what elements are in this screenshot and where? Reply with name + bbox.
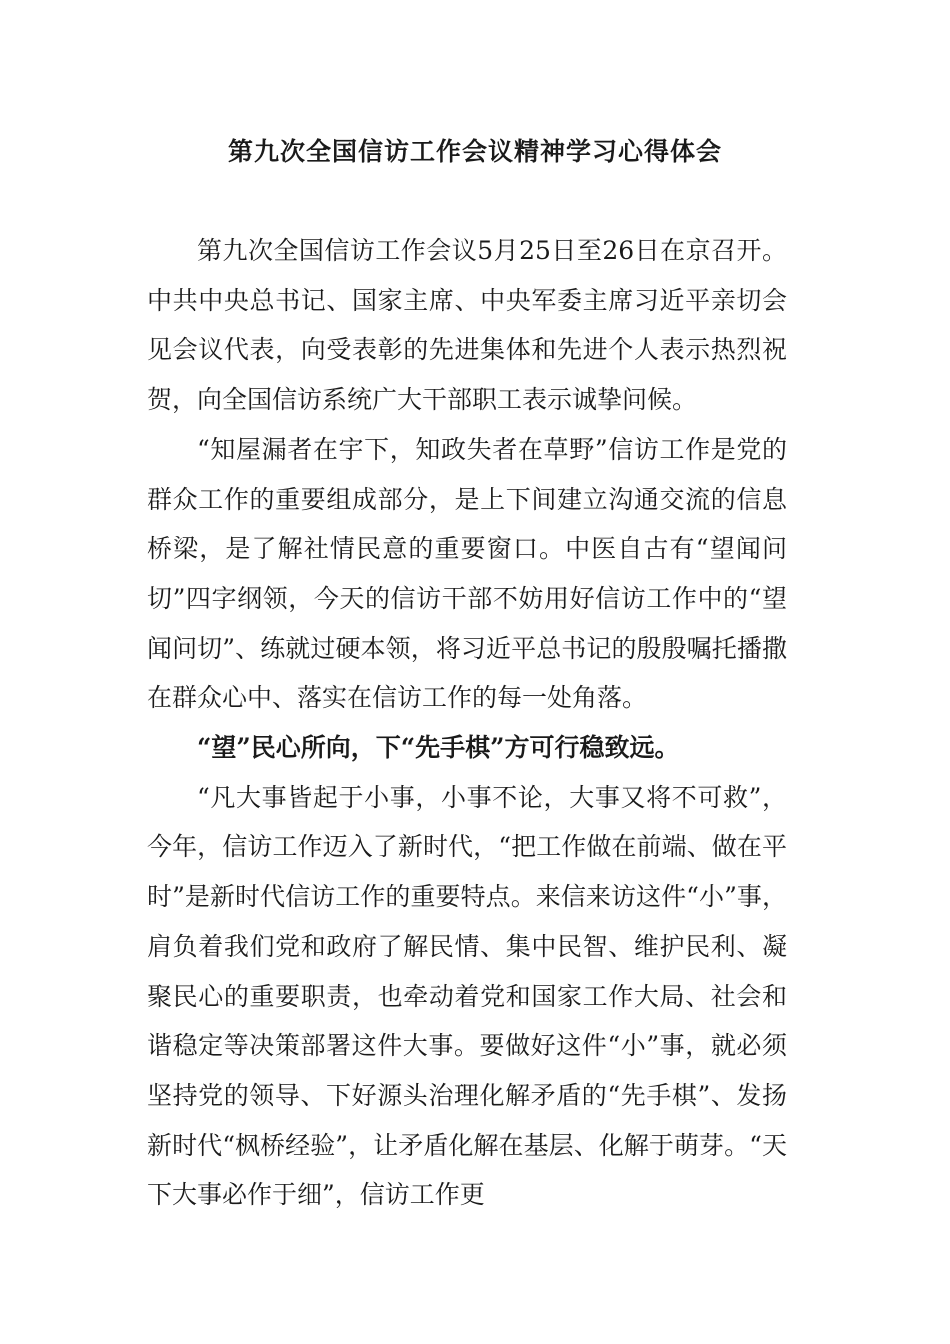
- document-title: 第九次全国信访工作会议精神学习心得体会: [227, 137, 722, 166]
- paragraph-meeting-intro: 第九次全国信访工作会议5月25日至26日在京召开。中共中央总书记、国家主席、中央军委主席习近平亲切会见会议代表，向受表彰的先进集体和先进个人表示热烈祝贺，向全国信访系统广大干部职工表示诚挚问候。: [147, 236, 787, 415]
- section-heading-wang: “望”民心所向，下“先手棋”方可行稳致远。: [197, 733, 680, 763]
- paragraph-small-matters: “凡大事皆起于小事，小事不论，大事又将不可救”，今年，信访工作迈入了新时代，“把工作做在前端、做在平时”是新时代信访工作的重要特点。来信来访这件“小”事，肩负着我们党和政府了解民情、集中民智、维护民利、凝聚民心的重要职责，也牵动着党和国家工作大局、社会和谐稳定等决策部署这件大事。要做好这件“小”事，就必须坚持党的领导、下好源头治理化解矛盾的“先手棋”、发扬新时代“枫桥经验”，让矛盾化解在基层、化解于萌芽。“天下大事必作于细”，信访工作更: [147, 782, 787, 1210]
- paragraph-petition-importance: “知屋漏者在宇下，知政失者在草野”信访工作是党的群众工作的重要组成部分，是上下间建立沟通交流的信息桥梁，是了解社情民意的重要窗口。中医自古有“望闻问切”四字纲领，今天的信访干部不妨用好信访工作中的“望闻问切”、练就过硬本领，将习近平总书记的殷殷嘱托播撒在群众心中、落实在信访工作的每一处角落。: [147, 434, 787, 713]
- document-body: [147, 226, 787, 1220]
